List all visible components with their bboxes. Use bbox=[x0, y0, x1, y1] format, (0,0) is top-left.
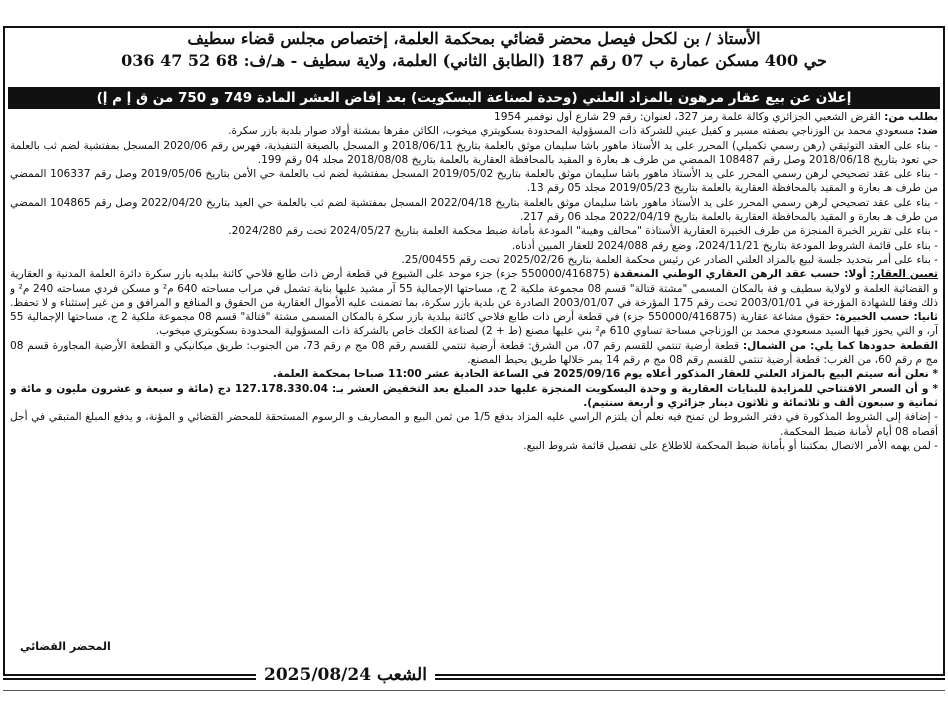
expert-designation-text: حقوق مشاعة عقارية (550000/416875 جزء) في قطعة أرض ذات طابع فلاحي كائنة ببلدية بازر سكرة بالمكان المسمى مشتة "قتالة" قسم 08 مجموعة ملكية 2 ج، مساحتها الإجمالية 55 آر، و التي يحوز فيها السيد مسعودي محمد بن الوزناجي مساحة تساوي 610 م² بني عليها مصنع (ط + 2) لصناعة الكعك خاص بالشركة ذات المسؤولية المحدودة بسكويتري ميخوب. bbox=[10, 311, 938, 338]
requester-text: القرض الشعبي الجزائري وكالة علمة رمز 327، لعنوان: رقم 29 شارع أول نوفمبر 1954 bbox=[494, 111, 885, 123]
newspaper-name: الشعب bbox=[376, 665, 427, 685]
notice-body bbox=[10, 110, 938, 658]
bailiff-signature: المحضر القضائي bbox=[20, 640, 111, 653]
sale-date-paragraph: * نعلن أنه سيتم البيع بالمزاد العلني للعقار المذكور أعلاه يوم 2025/09/16 في الساعة الحادية عشر 11:00 صباحا بمحكمة العلمة. bbox=[272, 368, 938, 381]
contact-paragraph: - لمن يهمه الأمر الاتصال بمكتبنا أو بأمانة ضبط المحكمة للاطلاع على تفصيل قائمة شروط البيع. bbox=[523, 439, 938, 452]
boundaries-paragraph bbox=[10, 339, 938, 368]
defendant-paragraph bbox=[10, 124, 938, 138]
payment-terms-paragraph: - إضافة إلى الشروط المذكورة في دفتر الشروط لن تمنح فيه نعلم أن يلتزم الراسي عليه المزاد بدفع 1/5 من ثمن البيع و المصاريف و الرسوم المستحقة للمحضر القضائي و المؤنة، و يدفع المبلغ المتبقي في أجل أقصاه 08 أيام لأمانة ضبط المحكمة. bbox=[10, 411, 938, 438]
requester-paragraph bbox=[10, 110, 938, 124]
requester-label: بطلب من: bbox=[884, 111, 938, 123]
notice-title-banner: إعلان عن بيع عقار مرهون بالمزاد العلني (وحدة لصناعة البسكويت) بعد إفاض العشر المادة 749 و 750 من ق إ م إ) bbox=[8, 87, 940, 109]
footer-bar bbox=[3, 678, 945, 704]
correction-deed-2-paragraph: - بناء على عقد تصحيحي لرهن رسمي المحرر على يد الأستاذ ماهور باشا سليمان موثق بالعلمة بتاريخ 2022/04/18 المسجل بمفتشية لضم ثب بالعلمة حي العيد بتاريخ 2022/04/20 وصل رقم 104865 الممضي من طرف هـ بعارة و المقيد بالمحافظة العقارية بالعلمة بتاريخ 2022/04/19 مجلد 06 رقم 217. bbox=[10, 196, 938, 224]
property-designation-label: تعيين العقار: bbox=[870, 268, 938, 281]
footer-separator bbox=[3, 690, 945, 691]
opening-price-paragraph: * و أن السعر الافتتاحي للمزايدة للبنايات العقارية و وحدة البسكويت المنجزة عليها حدد المبلغ بعد التخفيض العشر بـ: 127.178.330.04 دج (مائة و سبعة و عشرون مليون و مائة و ثمانية و سبعون ألف و ثلاثمائة و ثلاثون دينار جزائري و أربعة سنتيم). bbox=[10, 382, 938, 409]
defendant-text: مسعودي محمد بن الوزناجي بصفته مسير و كفيل عيني للشركة ذات المسؤولية المحدودة بسكويتري ميخوب، الكائن مقرها بمشتة أولاد صوار بلدية بازر سكرة. bbox=[228, 125, 918, 138]
boundaries-label: القطعة حدودها كما يلي: من الشمال: bbox=[742, 339, 938, 352]
property-designation-text: (550000/416875 جزء) جزء موحد على الشيوع في قطعة أرض ذات طابع فلاحي كائنة ببلديه بازر سكرة دائرة العلمة المدنية و العقارية و القضائية العلمة و لاولاية سطيف و فة بالمكان المسمى "مشتة قتالة" قسم 08 مجموعة ملكية 2 ج، مساحتها الإجمالية 55 آر مشيد عليها بناية تشمل في مراب مساحته 640 م² و مسكن فردي مساحته 240 م² و ذلك وفقا للشهادة المؤرخة في 2003/01/01 تحت رقم 175 المؤرخة في 2003/01/07 الصادرة عن بلدية بازر سكرة، بما تضمنت عليه الأموال العقارية من الحقوق و المنافع و المرافق و من غير إستثناء و لا تحفظ. bbox=[10, 268, 938, 309]
publication-date: 2025/08/24 bbox=[264, 665, 372, 685]
hearing-order-paragraph: - بناء على أمر بتحديد جلسة لبيع بالمزاد العلني الصادر عن رئيس محكمة العلمة بتاريخ 2025/02/26 تحت رقم 25/00455. bbox=[401, 253, 938, 266]
correction-deed-1-paragraph: - بناء على عقد تصحيحي لرهن رسمي المحرر على يد الأستاذ ماهور باشا سليمان موثق بالعلمة بتاريخ 2019/05/02 المسجل بمفتشية لضم ثب بالعلمة حي الأمن بتاريخ 2019/05/06 وصل رقم 106337 الممضي من طرف هـ بعارة و المقيد بالمحافظة العقارية بالعلمة بتاريخ 2019/05/23 مجلد 05 رقم 13. bbox=[10, 168, 938, 195]
defendant-label: ضد: bbox=[917, 125, 938, 138]
bailiff-name-line: الأستاذ / بن لكحل فيصل محضر قضائي بمحكمة العلمة، إختصاص مجلس قضاء سطيف bbox=[187, 29, 761, 48]
expert-report-paragraph: - بناء على تقرير الخبرة المنجزة من طرف الخبيرة العقارية الأستاذة "محالف وهيبة" المودعة بأمانة ضبط محكمة العلمة بتاريخ 2024/05/27 تحت رقم 2024/280. bbox=[228, 225, 938, 238]
expert-designation-paragraph bbox=[10, 310, 938, 339]
bailiff-address-line: حي 400 مسكن عمارة ب 07 رقم 187 (الطابق الثاني) العلمة، ولاية سطيف - هـ/ف: 68 52 47 036 bbox=[121, 51, 827, 70]
notice-header bbox=[0, 28, 948, 72]
publication-stamp bbox=[256, 664, 435, 686]
property-designation-sub: أولا: حسب عقد الرهن العقاري الوطني المنعقدة bbox=[613, 268, 871, 281]
mortgage-deed-paragraph: - بناء على العقد التوثيقي (رهن رسمي تكميلي) المحرر على يد الأستاذ ماهور باشا سليمان موثق بالعلمة بتاريخ 2018/06/11 و المسجل بالصيغة التنفيذية، فهرس رقم 2020/06 المسجل بمفتشية لضم ثب بالعلمة حي تعود بتاريخ 2018/06/18 وصل رقم 108487 الممضي من طرف هـ بعارة و المقيد بالمحافظة العقارية بالعلمة بتاريخ 2018/08/08 مجلد 04 رقم 199. bbox=[10, 139, 938, 166]
property-designation-paragraph bbox=[10, 267, 938, 310]
expert-designation-label: ثانيا: حسب الخبيرة: bbox=[835, 311, 938, 324]
conditions-list-paragraph: - بناء على قائمة الشروط المودعة بتاريخ 2024/11/21، وضع رقم 2024/088 للعقار المبين أدناه. bbox=[511, 239, 938, 252]
boundaries-text: قطعة أرضية تنتمي للقسم رقم 07، من الشرق: قطعة أرضية تنتمي للقسم رقم 08 مج م رقم 73، من الجنوب: طريق ميكانيكي و القطعة الأرضية المجاورة قسم 08 مج م رقم 60، من الغرب: قطعة أرضية تنتمي للقسم رقم 08 مج م رقم 14 يمر خلالها طريق يحيط المصنع. bbox=[10, 339, 938, 367]
